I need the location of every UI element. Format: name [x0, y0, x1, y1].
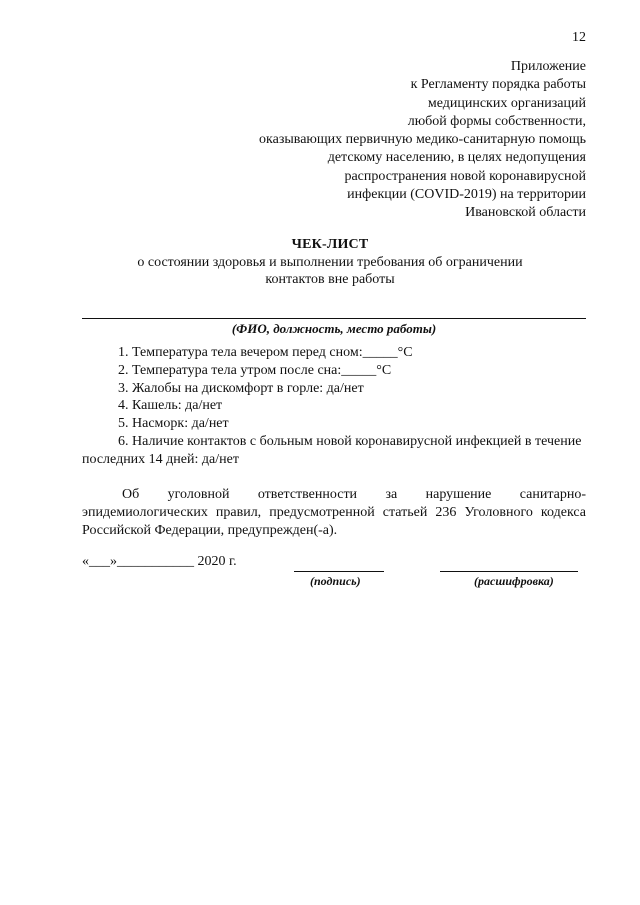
- checklist-title: ЧЕК-ЛИСТ: [291, 237, 369, 252]
- appendix-line: Приложение: [510, 59, 586, 74]
- checklist-item: 2. Температура тела утром после сна:_____°С: [118, 362, 392, 378]
- appendix-line: детскому населению, в целях недопущения: [327, 150, 586, 166]
- checklist-title-block: [100, 236, 560, 289]
- checklist-item: 6. Наличие контактов с больным новой коронавирусной инфекцией в течение последних 14 дней: да/нет: [82, 433, 582, 467]
- checklist-item: 1. Температура тела вечером перед сном:_____°С: [118, 345, 413, 360]
- checklist-item: 3. Жалобы на дискомфорт в горле: да/нет: [118, 380, 364, 396]
- date-field: «___»___________ 2020 г.: [82, 554, 237, 569]
- liability-statement: Об уголовной ответственности за нарушение санитарно-эпидемиологических правил, предусмотренной статьей 236 Уголовного кодекса Российской Федерации, предупрежден(-а).: [82, 487, 586, 538]
- appendix-line: Ивановской области: [465, 205, 586, 221]
- appendix-line: любой формы собственности,: [407, 113, 586, 129]
- checklist-item: 4. Кашель: да/нет: [118, 398, 223, 414]
- signature-line: [294, 571, 384, 572]
- appendix-line: к Регламенту порядка работы: [410, 77, 586, 93]
- fio-fill-line: [82, 318, 586, 319]
- appendix-header: [259, 58, 586, 223]
- checklist-subtitle-line: контактов вне работы: [265, 272, 395, 287]
- appendix-line: инфекции (COVID-2019) на территории: [347, 187, 586, 203]
- decode-caption: (расшифровка): [474, 574, 554, 588]
- fio-caption: (ФИО, должность, место работы): [231, 321, 437, 336]
- checklist-subtitle-line: о состоянии здоровья и выполнении требования об ограничении: [137, 254, 523, 270]
- checklist-item: 5. Насморк: да/нет: [118, 416, 229, 432]
- appendix-line: медицинских организаций: [427, 95, 586, 111]
- signature-row: [82, 554, 586, 594]
- appendix-line: распространения новой коронавирусной: [344, 168, 586, 184]
- decode-line: [440, 571, 578, 572]
- checklist-items: [82, 344, 586, 469]
- signature-caption: (подпись): [310, 574, 361, 588]
- page-number: 12: [572, 30, 586, 45]
- appendix-line: оказывающих первичную медико-санитарную помощь: [259, 132, 586, 148]
